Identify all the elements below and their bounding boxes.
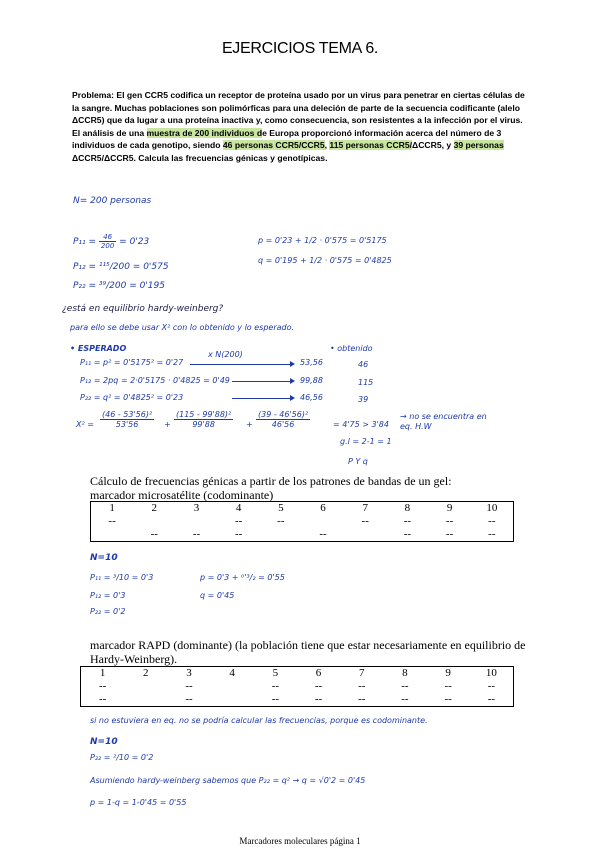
note-p: p = 1-q = 1-0'45 = 0'55 [90, 798, 187, 807]
table-row [81, 667, 514, 681]
band-cell [344, 528, 386, 542]
arrow [232, 398, 290, 399]
chi-num: (46 - 53'56)² [102, 410, 153, 419]
page-title: EJERCICIOS TEMA 6. [221, 40, 379, 57]
table-row [81, 680, 514, 693]
exp-row-lhs: P₂₂ = q² = 0'4825² = 0'23 [80, 393, 184, 402]
band-cell: -- [185, 693, 193, 705]
band-cell: -- [234, 528, 243, 540]
problem-text: e Europa proporcionó información acerca del número de 3 individuos de cada genotipo, siendo [72, 127, 502, 151]
note-p-eq: p = 0'3 + ⁰'³/₂ = 0'55 [200, 573, 285, 582]
table-header-cell: 2 [143, 667, 149, 679]
plus-sign: + [164, 420, 171, 429]
problem-text: ΔCCR5/ΔCCR5. Calcula las frecuencias génicas y genotípicas. [72, 152, 328, 163]
band-cell: -- [361, 515, 369, 527]
band-cell: -- [314, 680, 323, 692]
band-cell [211, 693, 254, 707]
band-cell: -- [271, 680, 280, 692]
obs-value: 46 [358, 360, 369, 369]
section1-marker: marcador microsatélite (codominante) [90, 488, 274, 502]
note-p22: P₂₂ = 0'2 [90, 607, 126, 616]
arrow [190, 364, 290, 365]
problem-text: , [324, 140, 330, 151]
note-esperado: • ESPERADO [70, 344, 127, 353]
band-cell: -- [108, 515, 116, 527]
band-cell: -- [401, 693, 409, 705]
table-header-cell: 3 [186, 667, 192, 679]
band-cell [124, 693, 167, 707]
chi-den: 46'56 [271, 420, 295, 429]
band-cell [175, 515, 217, 528]
table-header-cell: 1 [99, 667, 106, 679]
band-cell: -- [358, 693, 366, 705]
problem-text: Problema: El gen CCR5 codifica un receptor de proteína usado por un virus para penetrar en ciertas células de la sangre. Muchas poblaciones son polimórficas para una deleción de parte de la secuencia codificante (alelo ΔCCR5) que da lugar a una proteína inactiva y, como consecuencia, son resistentes a la infección por el virus. El análisis de una [72, 90, 525, 138]
note-p22: P₂₂ = ²/10 = 0'2 [90, 753, 154, 762]
note-assume: Asumiendo hardy-weinberg sabemos que P₂₂ = q² → q = √0'2 = 0'45 [90, 776, 366, 785]
band-cell [260, 528, 302, 542]
band-cell: -- [358, 680, 366, 692]
table-header-cell: 9 [445, 667, 451, 679]
note-p22: P₂₂ = ³⁹/200 = 0'195 [73, 281, 165, 291]
pyq: P Y q [348, 457, 368, 466]
band-cell: -- [277, 515, 285, 527]
problem-statement [72, 89, 532, 165]
band-cell: -- [185, 680, 193, 692]
chi-result: = 4'75 > 3'84 [333, 420, 389, 429]
band-cell [211, 680, 254, 693]
page-footer: Marcadores moleculares página 1 [239, 836, 361, 846]
band-cell [133, 515, 175, 528]
problem-text: ΔCCR5, y [412, 140, 454, 151]
note-obtenido: • obtenido [330, 344, 373, 353]
chi-num: (115 - 99'88)² [176, 410, 232, 419]
band-cell: -- [319, 528, 327, 540]
band-cell: -- [192, 528, 201, 540]
gl: g.l = 2-1 = 1 [340, 437, 392, 446]
note-hw-question: ¿está en equilibrio hardy-weinberg? [62, 304, 224, 314]
note-q-eq: q = 0'45 [200, 591, 235, 600]
table-header-cell: 10 [485, 667, 497, 679]
highlight-ccr5-delta: 115 personas CCR5/ [329, 140, 413, 151]
arrow [232, 381, 290, 382]
band-cell: -- [445, 528, 454, 540]
highlight-delta-delta: 39 personas [453, 140, 504, 151]
band-cell: -- [487, 680, 496, 692]
band-cell: -- [403, 528, 412, 540]
chi-num: (39 - 46'56)² [258, 410, 309, 419]
exp-row-rhs: 99,88 [300, 376, 323, 385]
note-p11 [73, 233, 149, 250]
chi-den: 99'88 [192, 420, 215, 429]
p11-val: = 0'23 [119, 237, 150, 247]
note-q-eq: q = 0'195 + 1/2 · 0'575 = 0'4825 [258, 256, 392, 265]
band-cell: -- [271, 693, 280, 705]
table-header-cell: 6 [315, 667, 322, 679]
table-row [81, 693, 514, 707]
table-header-cell: 8 [404, 502, 411, 514]
section1-heading [90, 474, 510, 502]
note-n10: N=10 [90, 553, 118, 563]
arrow-head [290, 378, 295, 384]
note-p12: P₁₂ = ¹¹⁵/200 = 0'575 [73, 262, 169, 272]
exp-row-rhs: 53,56 [300, 358, 323, 367]
band-cell: -- [445, 515, 454, 527]
band-cell: -- [98, 680, 107, 692]
table-row [91, 502, 514, 516]
highlight-ccr5-ccr5: 46 personas CCR5/CCR5 [222, 140, 325, 151]
table-header-cell: 3 [193, 502, 200, 514]
arrow-head [290, 361, 295, 367]
table-header-cell: 7 [358, 667, 365, 679]
table-header-cell: 4 [235, 502, 242, 514]
chi-term [174, 410, 233, 429]
note-equilibrium: si no estuviera en eq. no se podría calcular las frecuencias, porque es codominante. [90, 716, 428, 725]
band-cell: -- [314, 693, 323, 705]
band-cell: -- [488, 528, 496, 540]
obs-value: 115 [358, 378, 374, 387]
table-row [91, 528, 514, 542]
exp-row-arrow-label: x N(200) [208, 350, 243, 359]
note-n-total: N= 200 personas [73, 196, 152, 206]
band-cell [302, 515, 344, 528]
arrow-head [290, 395, 295, 401]
chi-conclusion: → no se encuentra en eq. H.W [400, 412, 487, 431]
section2-heading: marcador RAPD (dominante) (la población tiene que estar necesariamente en equilibrio de Hardy-Weinberg). [90, 638, 526, 666]
table-header-cell: 5 [278, 502, 284, 514]
band-cell: -- [150, 528, 158, 540]
exp-row-lhs: P₁₂ = 2pq = 2·0'5175 · 0'4825 = 0'49 [80, 376, 230, 385]
chi-den: 53'56 [115, 420, 139, 429]
band-cell: -- [234, 515, 243, 527]
chi-term [100, 410, 154, 429]
band-cell [124, 680, 167, 693]
table-header-cell: 8 [402, 667, 408, 679]
table-row [91, 515, 514, 528]
note-p12: P₁₂ = 0'3 [90, 591, 126, 600]
chi-term [256, 410, 310, 429]
chi-x: X² = [76, 420, 94, 429]
table-header-cell: 10 [486, 502, 498, 514]
band-cell: -- [401, 680, 409, 692]
p11-num: 46 [99, 233, 116, 242]
table-header-cell: 4 [229, 667, 235, 679]
table-header-cell: 6 [320, 502, 326, 514]
obs-value: 39 [358, 395, 369, 404]
gel-table-microsatellite [90, 501, 514, 542]
table-header-cell: 7 [362, 502, 368, 514]
band-cell: -- [98, 693, 107, 705]
gel-table-rapd [80, 666, 514, 707]
p11-label: P₁₁ = [73, 237, 97, 247]
band-cell: -- [444, 693, 452, 705]
table-header-cell: 2 [151, 502, 158, 514]
p11-den: 200 [100, 242, 115, 250]
band-cell: -- [403, 515, 412, 527]
band-cell: -- [488, 515, 496, 527]
highlight-sample: muestra de 200 individuos d [146, 127, 263, 138]
exp-row-lhs: P₁₁ = p² = 0'5175² = 0'27 [80, 358, 184, 367]
band-cell [91, 528, 134, 542]
note-p11: P₁₁ = ³/10 = 0'3 [90, 573, 154, 582]
band-cell: -- [487, 693, 496, 705]
band-cell: -- [444, 680, 452, 692]
section1-heading-text: Cálculo de frecuencias génicas a partir de los patrones de bandas de un gel: [90, 474, 452, 488]
table-header-cell: 1 [109, 502, 115, 514]
table-header-cell: 9 [446, 502, 453, 514]
table-header-cell: 5 [272, 667, 279, 679]
note-p-eq: p = 0'23 + 1/2 · 0'575 = 0'5175 [258, 236, 387, 245]
plus-sign: + [246, 420, 253, 429]
exp-row-rhs: 46,56 [300, 393, 323, 402]
note-chi-intro: para ello se debe usar X² con lo obtenido y lo esperado. [70, 323, 295, 332]
note-n10: N=10 [90, 737, 118, 747]
